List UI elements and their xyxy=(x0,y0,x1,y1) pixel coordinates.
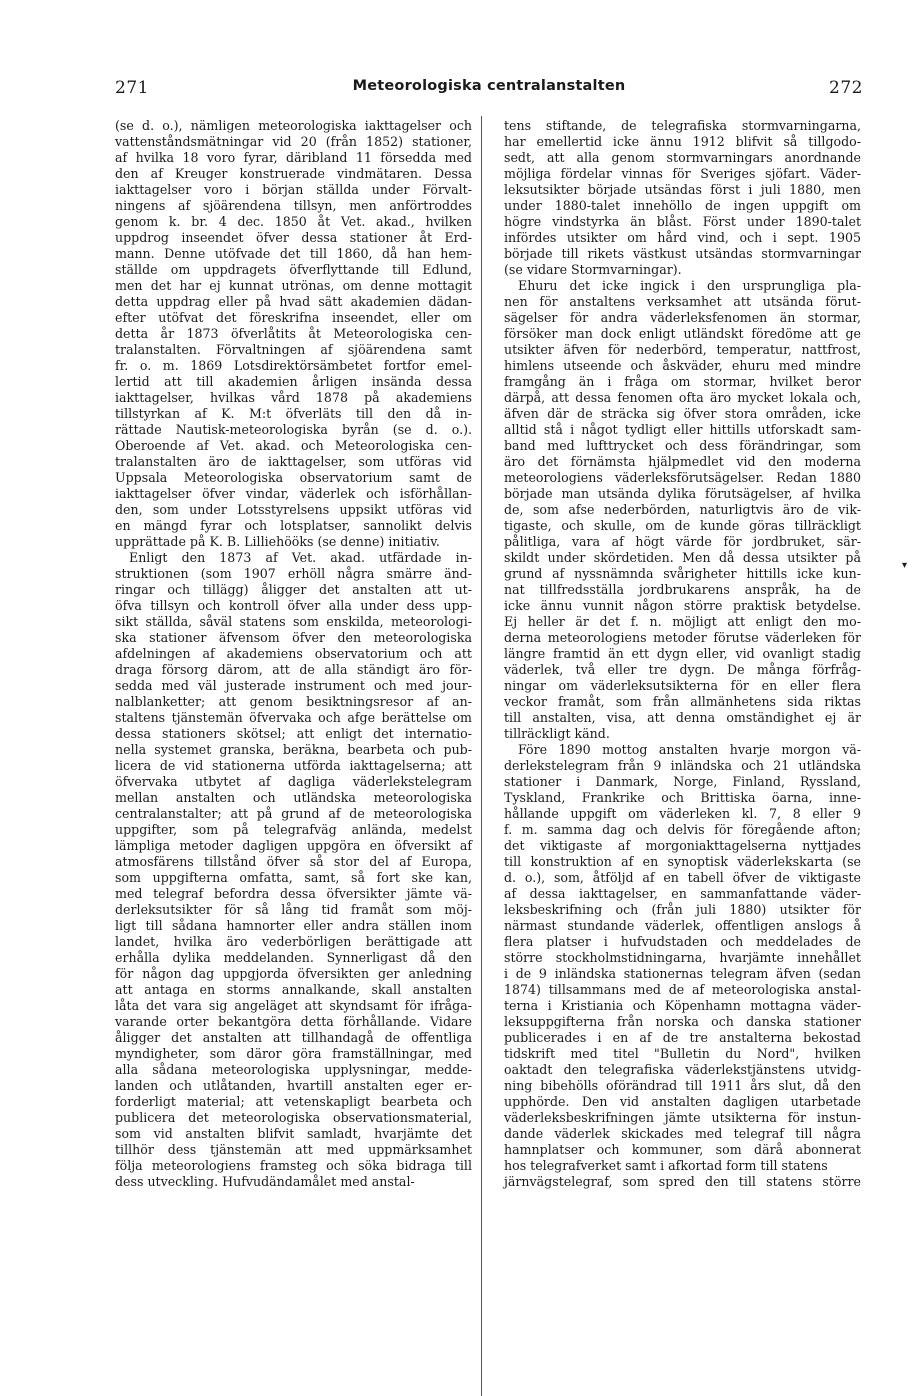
text-line: infördes utsikter om hård vind, och i sept. 1905 xyxy=(504,230,861,245)
text-line: uppgifter, som på telegrafväg anlända, medelst xyxy=(115,822,472,837)
text-line: ställde om uppdragets öfverflyttande till Edlund, xyxy=(115,262,472,277)
text-line: Ehuru det icke ingick i den ursprungliga pla- xyxy=(518,278,861,293)
text-line: till konstruktion af en synoptisk väderlekskarta (se xyxy=(504,854,861,869)
text-line: staltens tjänstemän öfvervaka och afge berättelse om xyxy=(115,710,472,725)
text-line: genom k. br. 4 dec. 1850 åt Vet. akad., hvilken xyxy=(115,214,472,229)
text-line: följa meteorologiens framsteg och söka bidraga till xyxy=(115,1158,472,1173)
text-line: f. m. samma dag och delvis för föregående afton; xyxy=(504,822,861,837)
text-line: lertid att till akademien årligen insända dessa xyxy=(115,374,472,389)
running-title: Meteorologiska centralanstalten xyxy=(352,78,626,94)
text-line: stationer i Danmark, Norge, Finland, Ryssland, xyxy=(504,774,861,789)
text-line: myndigheter, som däror göra framställningar, med xyxy=(115,1046,472,1061)
text-line: låta det vara sig angeläget att skyndsamt för ifråga- xyxy=(115,998,472,1013)
text-line: nalblanketter; att genom besiktningsresor af an- xyxy=(115,694,472,709)
text-line: järnvägstelegraf, som spred den till statens större xyxy=(504,1174,861,1189)
text-line: grund af nyssnämnda svårigheter hittills icke kun- xyxy=(504,566,861,581)
page-header xyxy=(115,78,863,100)
text-line: till anstalten, visa, att denna omständighet ej är xyxy=(504,710,861,725)
text-line: den af Kreuger konstruerade vindmätaren. Dessa xyxy=(115,166,472,181)
text-line: detta år 1873 öfverlåtits åt Meteorologiska cen- xyxy=(115,326,472,341)
text-line: 1874) tillsammans med de af meteorologiska anstal- xyxy=(504,982,861,997)
text-line: iakttagelser voro i början ställda under Förvalt- xyxy=(115,182,472,197)
text-line: veckor framåt, som från allmänhetens sida riktas xyxy=(504,694,861,709)
text-line: detta uppdrag eller på hvad sätt akademien dädan- xyxy=(115,294,472,309)
text-line: började till rikets västkust utsändas stormvarningar xyxy=(504,246,861,261)
text-line: äfven där de sträcka sig öfver stora områden, icke xyxy=(504,406,861,421)
text-line: nen för anstaltens verksamhet att utsända förut- xyxy=(504,294,861,309)
text-line: i de 9 inländska stationernas telegram äfven (sedan xyxy=(504,966,861,981)
text-line: hos telegrafverket samt i afkortad form till statens xyxy=(504,1158,828,1173)
text-line: Oberoende af Vet. akad. och Meteorologiska cen- xyxy=(115,438,472,453)
text-line: tens stiftande, de telegrafiska stormvarningarna, xyxy=(504,118,861,133)
text-line: det viktigaste af morgoniakttagelserna nyttjades xyxy=(504,838,861,853)
text-line: hållande uppgift om väderleken kl. 7, 8 eller 9 xyxy=(504,806,861,821)
text-line: skildt under skördetiden. Men då dessa utsikter på xyxy=(504,550,861,565)
text-line: men det har ej kunnat utrönas, om denne mottagit xyxy=(115,278,472,293)
text-line: tillhör dess tjänstemän att med uppmärksamhet xyxy=(115,1142,472,1157)
text-line: terna i Kristiania och Köpenhamn mottagna väder- xyxy=(504,998,861,1013)
text-line: väderleksbeskrifningen jämte utsikterna för instun- xyxy=(504,1110,861,1125)
text-line: att antaga en storms annalkande, skall anstalten xyxy=(115,982,472,997)
text-line: rättade Nautisk-meteorologiska byrån (se d. o.). xyxy=(115,422,472,437)
text-line: större stockholmstidningarna, hvarjämte innehållet xyxy=(504,950,861,965)
text-line: efter utöfvat det föreskrifna inseendet, eller om xyxy=(115,310,472,325)
text-line: ligt till sådana hamnorter eller andra ställen inom xyxy=(115,918,472,933)
text-line: nat tillfredsställa jordbrukarens anspråk, ha de xyxy=(504,582,861,597)
text-line: vattenståndsmätningar vid 20 (från 1852) stationer, xyxy=(115,134,472,149)
text-line: lämpliga metoder dagligen uppgöra en öfversikt af xyxy=(115,838,472,853)
text-line: en mängd fyrar och lotsplatser, sannolikt delvis xyxy=(115,518,472,533)
text-line: sedt, att alla genom stormvarningars anordnande xyxy=(504,150,861,165)
text-line: väderlek, två eller tre dygn. De många förfråg- xyxy=(504,662,861,677)
text-line: framgång än i fråga om stormar, hvilket beror xyxy=(504,374,861,389)
text-line: tidskrift med titel "Bulletin du Nord", hvilken xyxy=(504,1046,861,1061)
text-line: längre framtid än ett dygn eller, vid ovanligt stadig xyxy=(504,646,861,661)
text-line: äro det förnämsta hjälpmedlet vid den moderna xyxy=(504,454,861,469)
text-line: alltid stå i något tydligt eller hittills utforskadt sam- xyxy=(504,422,861,437)
text-line: himlens utseende och åskväder, ehuru med mindre xyxy=(504,358,861,373)
text-line: meteorologiens väderleksförutsägelser. Redan 1880 xyxy=(504,470,861,485)
text-line: derna meteorologiens metoder förutse väderleken för xyxy=(504,630,861,645)
text-line: icke ännu vunnit någon större praktisk betydelse. xyxy=(504,598,861,613)
text-line: erhålla dylika meddelanden. Synnerligast då den xyxy=(115,950,472,965)
text-line: öfvervaka utbytet af dagliga väderlekstelegram xyxy=(115,774,472,789)
text-line: högre vindstyrka än blåst. Först under 1890-talet xyxy=(504,214,861,229)
text-line: atmosfärens tillstånd öfver så stor del af Europa, xyxy=(115,854,472,869)
text-line: mellan anstalten och utländska meteorologiska xyxy=(115,790,472,805)
text-line: band med lufttrycket och dess förändringar, som xyxy=(504,438,861,453)
text-line: forderligt material; att vetenskapligt bearbeta och xyxy=(115,1094,472,1109)
text-line: Ej heller är det f. n. möjligt att enligt den mo- xyxy=(504,614,861,629)
text-line: hamnplatser och kommuner, som därå abonnerat xyxy=(504,1142,861,1157)
text-line: oaktadt den telegrafiska väderlekstjänstens utvidg- xyxy=(504,1062,861,1077)
column-divider xyxy=(481,116,482,1396)
text-line: derleksutsikter för så lång tid framåt som möj- xyxy=(115,902,472,917)
text-line: Uppsala Meteorologiska observatorium samt de xyxy=(115,470,472,485)
text-line: struktionen (som 1907 erhöll några smärre änd- xyxy=(115,566,472,581)
text-line: Enligt den 1873 af Vet. akad. utfärdade in- xyxy=(129,550,472,565)
text-line: öfva tillsyn och kontroll öfver alla under dess upp- xyxy=(115,598,472,613)
text-line: ningar om väderleksutsikterna för en eller flera xyxy=(504,678,861,693)
text-line: leksutsikter började utsändas först i juli 1880, men xyxy=(504,182,861,197)
text-line: derlekstelegram från 9 inländska och 21 utländska xyxy=(504,758,861,773)
right-column xyxy=(504,118,861,1190)
text-line: iakttagelser öfver vindar, väderlek och isförhållan- xyxy=(115,486,472,501)
text-line: sikt ställda, såväl statens som enskilda, meteorologi- xyxy=(115,614,472,629)
text-line: tralanstalten. Förvaltningen af sjöärendena samt xyxy=(115,342,472,357)
text-line: dess utveckling. Hufvudändamålet med anstal- xyxy=(115,1174,415,1189)
text-line: tralanstalten äro de iakttagelser, som utföras vid xyxy=(115,454,472,469)
text-line: började man utsända dylika förutsägelser, af hvilka xyxy=(504,486,861,501)
text-line: licera de vid stationerna utförda iakttagelserna; att xyxy=(115,758,472,773)
text-line: dande väderlek skickades med telegraf till några xyxy=(504,1126,861,1141)
text-line: därpå, att dessa fenomen ofta äro mycket lokala och, xyxy=(504,390,861,405)
text-line: ska stationer äfvensom öfver den meteorologiska xyxy=(115,630,472,645)
text-line: afdelningen af akademiens observatorium och att xyxy=(115,646,472,661)
text-line: Tyskland, Frankrike och Brittiska öarna, inne- xyxy=(504,790,861,805)
text-line: sägelser för andra väderleksfenomen än stormar, xyxy=(504,310,861,325)
text-line: uppdrog inseendet öfver dessa stationer åt Erd- xyxy=(115,230,472,245)
text-line: pålitliga, vara af högt värde för jordbruket, sär- xyxy=(504,534,861,549)
text-line: varande orter bekantgöra detta förhållande. Vidare xyxy=(115,1014,472,1029)
text-line: mann. Denne utöfvade det till 1860, då han hem- xyxy=(115,246,472,261)
text-line: landet, hvilka äro vederbörligen berättigade att xyxy=(115,934,472,949)
text-line: som uppgifterna omfatta, samt, så fort ske kan, xyxy=(115,870,472,885)
text-line: Före 1890 mottog anstalten hvarje morgon vä- xyxy=(518,742,861,757)
text-line: af dessa iakttagelser, en sammanfattande väder- xyxy=(504,886,861,901)
text-line: för någon dag uppgjorda öfversikten ger anledning xyxy=(115,966,472,981)
text-line: upphörde. Den vid anstalten dagligen utarbetade xyxy=(504,1094,861,1109)
page-number-left: 271 xyxy=(115,78,149,98)
text-line: tillräckligt känd. xyxy=(504,726,610,741)
text-line: flera platser i hufvudstaden och meddelades de xyxy=(504,934,861,949)
text-line: tigaste, och skulle, om de kunde göras tillräckligt xyxy=(504,518,861,533)
text-line: närmast stundande väderlek, offentligen anslogs å xyxy=(504,918,861,933)
text-line: (se d. o.), nämligen meteorologiska iakttagelser och xyxy=(115,118,472,133)
text-line: fr. o. m. 1869 Lotsdirektörsämbetet fortfor emel- xyxy=(115,358,472,373)
text-line: nella systemet granska, beräkna, bearbeta och pub- xyxy=(115,742,472,757)
text-line: sedda med väl justerade instrument och med jour- xyxy=(115,678,472,693)
page-number-right: 272 xyxy=(829,78,863,98)
text-line: upprättade på K. B. Lilliehööks (se denne) initiativ. xyxy=(115,534,440,549)
text-line: dessa stationers skötsel; att enligt det internatio- xyxy=(115,726,472,741)
text-line: tillstyrkan af K. M:t öfverläts till den då in- xyxy=(115,406,472,421)
text-line: d. o.), som, åtföljd af en tabell öfver de viktigaste xyxy=(504,870,861,885)
text-line: med telegraf befordra dessa öfversikter jämte vä- xyxy=(115,886,472,901)
text-line: ningens af sjöärendena tillsyn, men anförtroddes xyxy=(115,198,472,213)
text-line: publicera det meteorologiska observationsmaterial, xyxy=(115,1110,472,1125)
text-line: landen och utlåtanden, hvartill anstalten eger er- xyxy=(115,1078,472,1093)
text-line: alla sådana meteorologiska upplysningar, medde- xyxy=(115,1062,472,1077)
text-line: har emellertid icke ännu 1912 blifvit så tillgodo- xyxy=(504,134,861,149)
text-line: under 1880-talet innehöllo de ingen uppgift om xyxy=(504,198,861,213)
text-line: leksbeskrifning och (från juli 1880) utsikter för xyxy=(504,902,861,917)
text-line: centralanstalter; att på grund af de meteorologiska xyxy=(115,806,472,821)
left-column xyxy=(115,118,472,1190)
margin-mark: ▾ xyxy=(902,560,908,571)
text-line: de, som afse nederbörden, naturligtvis äro de vik- xyxy=(504,502,861,517)
text-line: (se vidare Stormvarningar). xyxy=(504,262,682,277)
text-line: leksuppgifterna från norska och danska stationer xyxy=(504,1014,861,1029)
text-line: åligger det anstalten att tillhandagå de offentliga xyxy=(115,1030,472,1045)
text-line: draga försorg därom, att de alla ständigt äro för- xyxy=(115,662,472,677)
text-line: försöker man dock enligt utländskt föredöme att ge xyxy=(504,326,861,341)
text-line: utsikter äfven för nederbörd, temperatur, nattfrost, xyxy=(504,342,861,357)
text-line: möjliga fördelar vinnas för Sveriges sjöfart. Väder- xyxy=(504,166,861,181)
text-line: ringar och tillägg) åligger det anstalten att ut- xyxy=(115,582,472,597)
text-line: ning bibehölls oförändrad till 1911 års slut, då den xyxy=(504,1078,861,1093)
text-line: som vid anstalten blifvit samladt, hvarjämte det xyxy=(115,1126,472,1141)
text-line: iakttagelser, hvilkas vård 1878 på akademiens xyxy=(115,390,472,405)
text-line: publicerades i en af de tre anstalterna bekostad xyxy=(504,1030,861,1045)
text-line: den, som under Lotsstyrelsens uppsikt utföras vid xyxy=(115,502,472,517)
text-line: af hvilka 18 voro fyrar, däribland 11 försedda med xyxy=(115,150,472,165)
